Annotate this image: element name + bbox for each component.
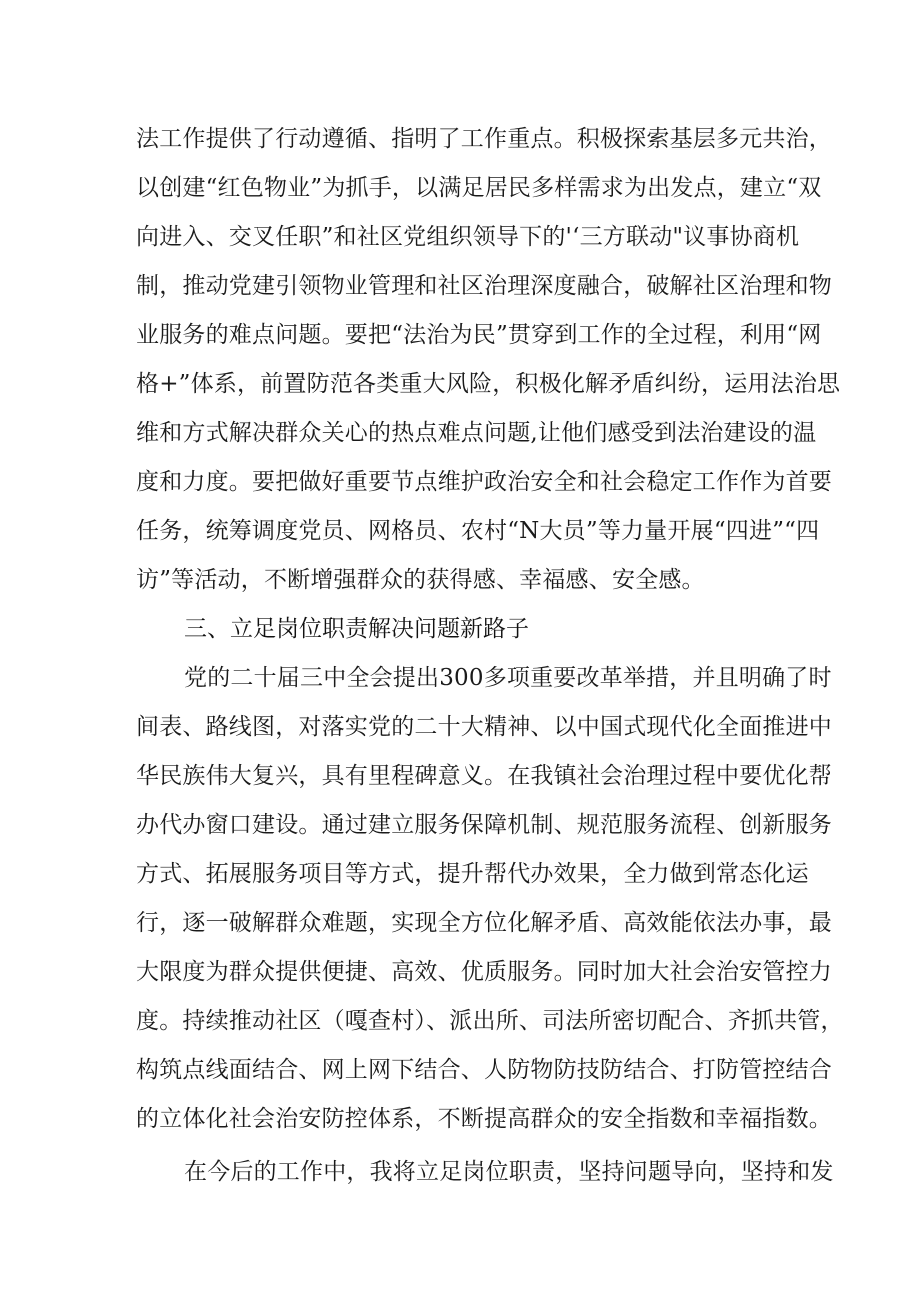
paragraph-2-line: 方式、拓展服务项目等方式，提升帮代办效果，全力做到常态化运 bbox=[136, 861, 809, 887]
paragraph-1-line: 格+”体系，前置防范各类重大风险，积极化解矛盾纠纷，运用法治思 bbox=[136, 371, 841, 397]
paragraph-1-line: 访”等活动，不断增强群众的获得感、幸福感、安全感。 bbox=[136, 567, 705, 593]
paragraph-1-line: 法工作提供了行动遵循、指明了工作重点。积极探索基层多元共治， bbox=[136, 126, 832, 152]
paragraph-1-line: 任务，统筹调度党员、网格员、农村“N大员”等力量开展“四进”“四 bbox=[136, 518, 820, 544]
paragraph-2-line: 构筑点线面结合、网上网下结合、人防物防技防结合、打防管控结合 bbox=[136, 1057, 832, 1083]
paragraph-2-line: 大限度为群众提供便捷、高效、优质服务。同时加大社会治安管控力 bbox=[136, 959, 832, 985]
paragraph-1-line: 业服务的难点问题。要把“法治为民”贯穿到工作的全过程，利用“网 bbox=[136, 322, 822, 348]
paragraph-1-line: 维和方式解决群众关心的热点难点问题,让他们感受到法治建设的温 bbox=[136, 420, 817, 446]
paragraph-2-line: 华民族伟大复兴，具有里程碑意义。在我镇社会治理过程中要优化帮 bbox=[136, 763, 832, 789]
paragraph-1-line: 度和力度。要把做好重要节点维护政治安全和社会稳定工作作为首要 bbox=[136, 469, 832, 495]
paragraph-3-line: 在今后的工作中，我将立足岗位职责，坚持问题导向，坚持和发 bbox=[184, 1159, 834, 1185]
section-heading: 三、立足岗位职责解决问题新路子 bbox=[184, 616, 529, 642]
paragraph-2-line: 间表、路线图，对落实党的二十大精神、以中国式现代化全面推进中 bbox=[136, 714, 832, 740]
paragraph-2-line: 党的二十届三中全会提出300多项重要改革举措，并且明确了时 bbox=[184, 665, 832, 691]
paragraph-1-line: 以创建“红色物业”为抓手，以满足居民多样需求为出发点，建立“双 bbox=[136, 175, 822, 201]
paragraph-2-line: 办代办窗口建设。通过建立服务保障机制、规范服务流程、创新服务 bbox=[136, 812, 832, 838]
paragraph-2-line: 度。持续推动社区（嘎查村）、派出所、司法所密切配合、齐抓共管， bbox=[136, 1008, 844, 1034]
paragraph-1-line: 向进入、交叉任职”和社区党组织领导下的'‘三方联动"议事协商机 bbox=[136, 224, 800, 250]
paragraph-2-line: 行，逐一破解群众难题，实现全方位化解矛盾、高效能依法办事，最 bbox=[136, 910, 832, 936]
paragraph-1-line: 制，推动党建引领物业管理和社区治理深度融合，破解社区治理和物 bbox=[136, 273, 832, 299]
paragraph-2-line: 的立体化社会治安防控体系，不断提高群众的安全指数和幸福指数。 bbox=[136, 1106, 832, 1132]
